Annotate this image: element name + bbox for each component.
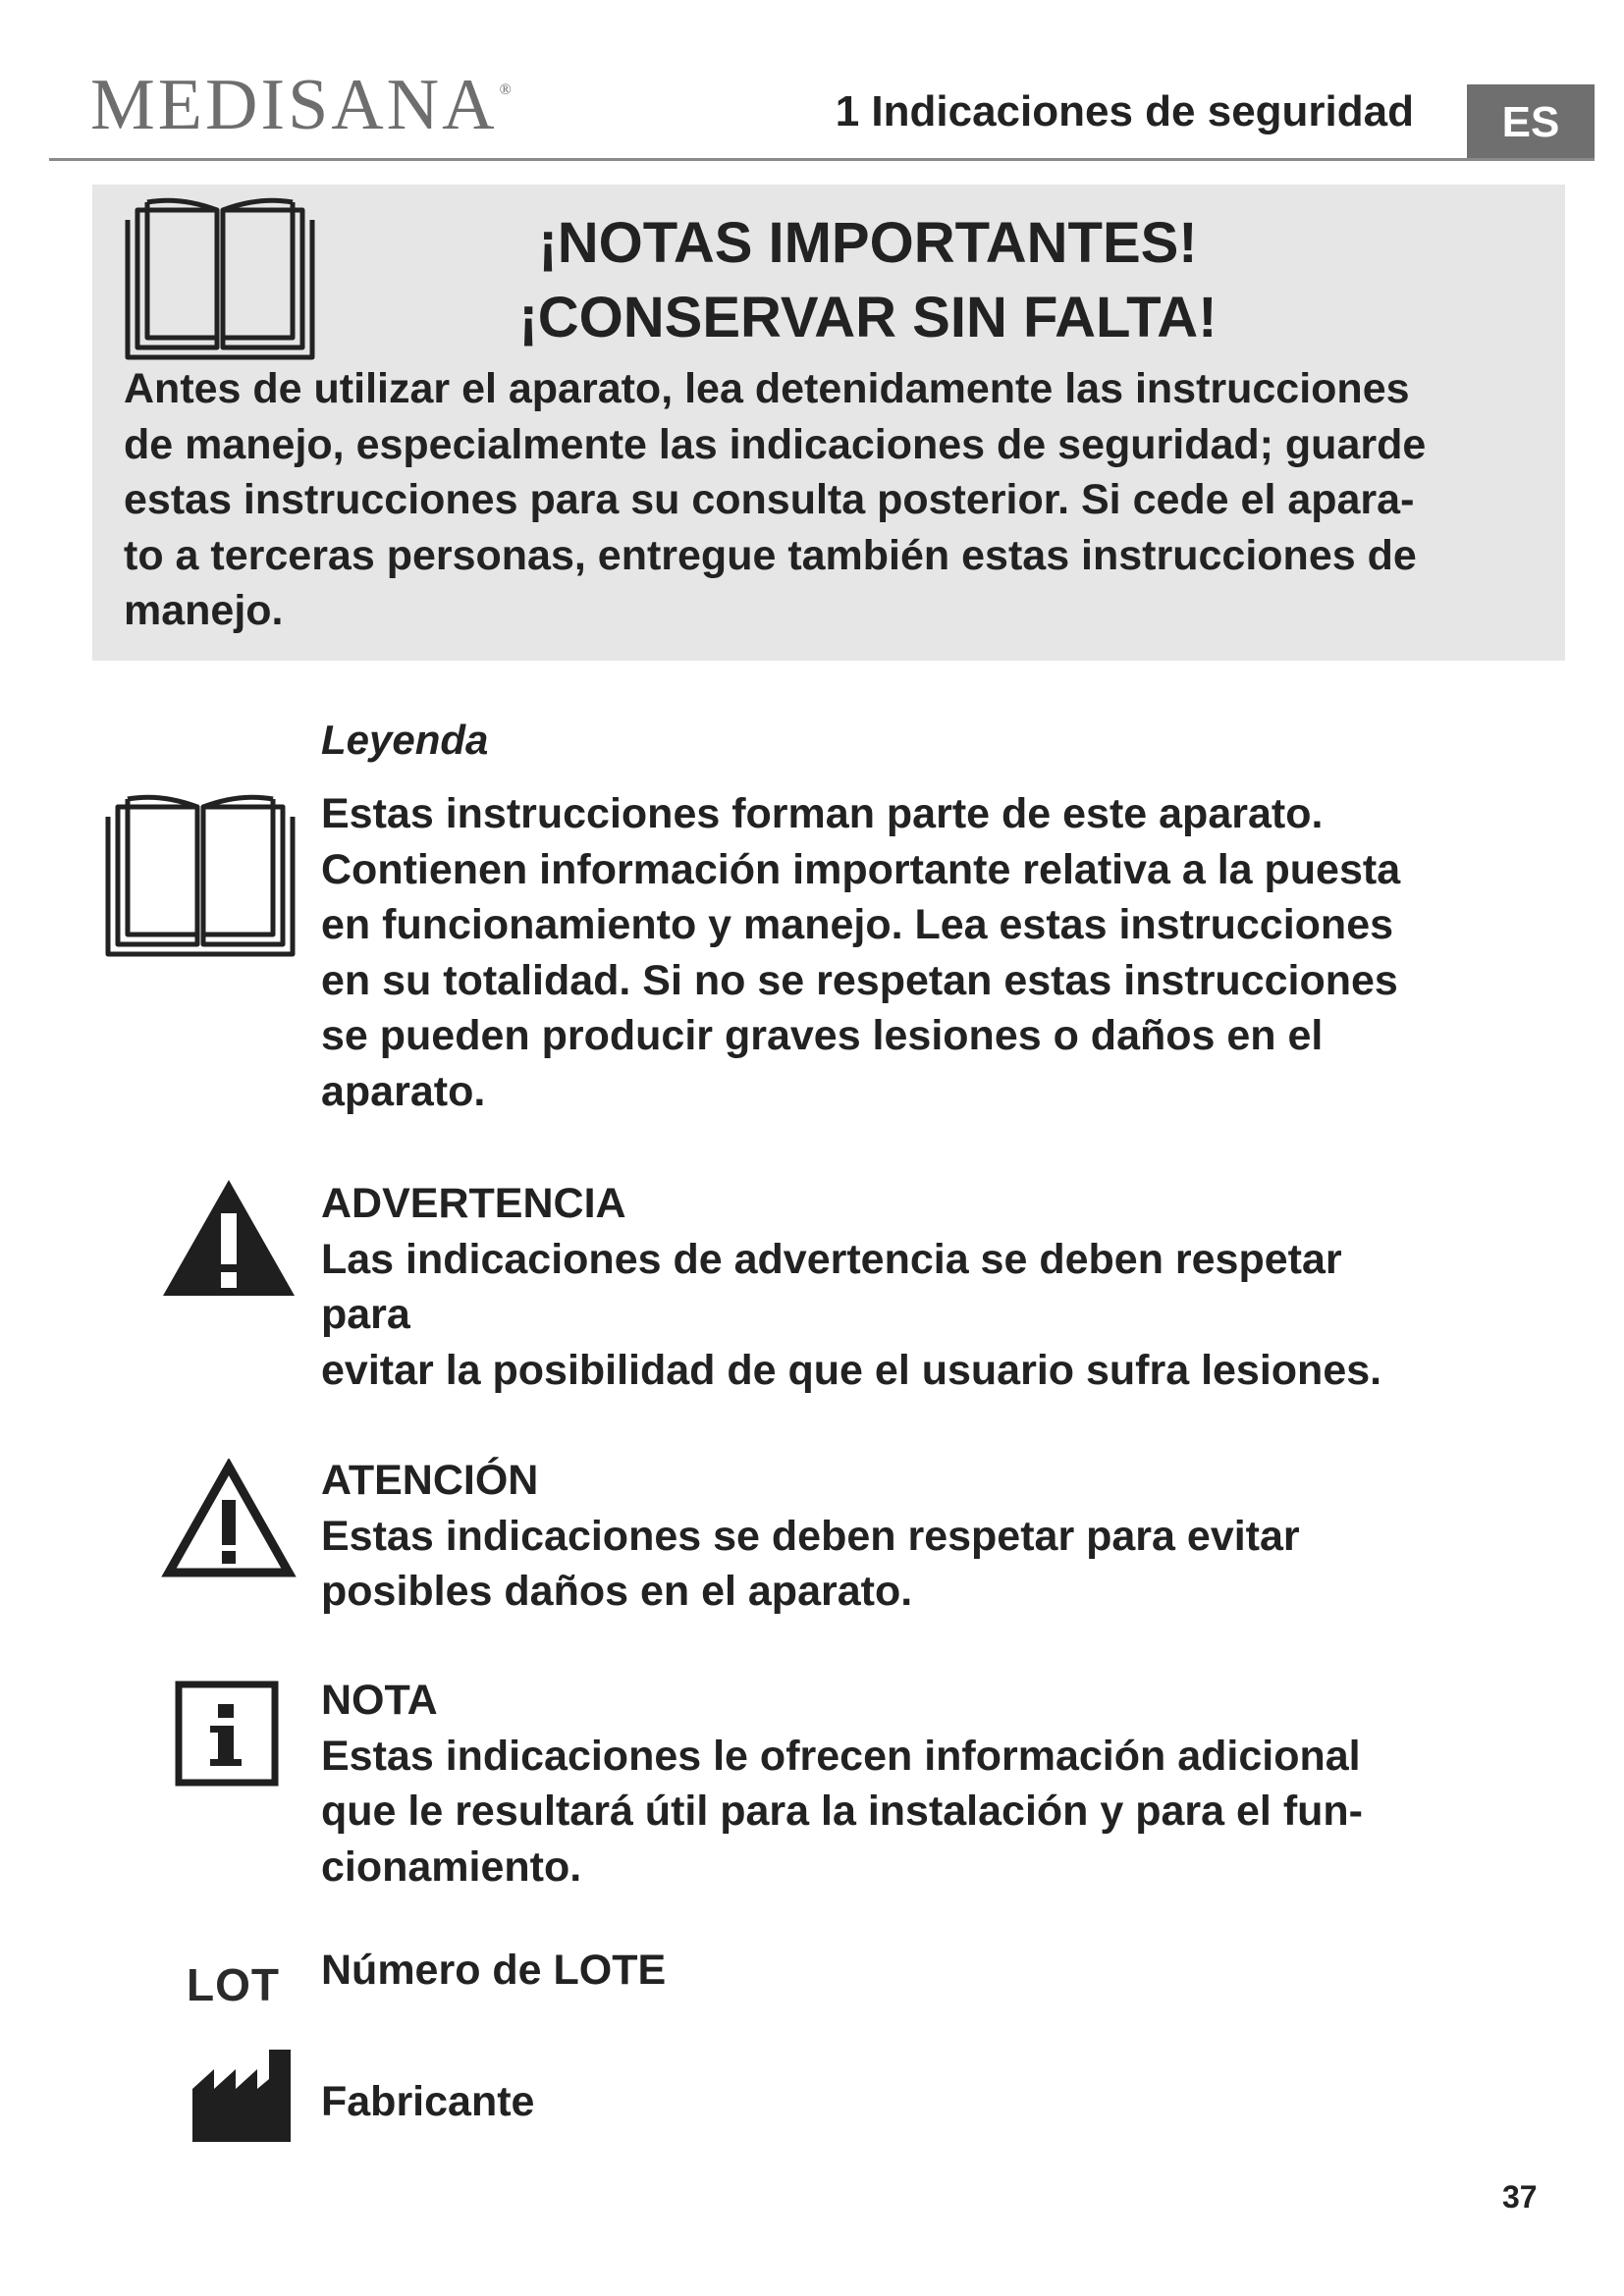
notice-body-line: to a terceras personas, entregue también estas instrucciones de (124, 531, 1417, 579)
legend-entry-line: ATENCIÓN (321, 1457, 539, 1504)
header-rule (49, 158, 1595, 161)
legend-entry-line: Las indicaciones de advertencia se deben respetar (321, 1235, 1342, 1283)
legend-entry-book (321, 786, 1400, 1119)
section-title: 1 Indicaciones de seguridad (835, 87, 1414, 135)
legend-entry-line: para (321, 1291, 410, 1338)
notice-body-line: Antes de utilizar el aparato, lea detenidamente las instrucciones (124, 365, 1410, 412)
caution-outline-icon (161, 1459, 297, 1580)
notice-body-line: estas instrucciones para su consulta posterior. Si cede el apara- (124, 476, 1415, 523)
legend-entry-line: Fabricante (321, 2078, 535, 2125)
language-tab: ES (1467, 84, 1595, 160)
info-icon (175, 1681, 279, 1787)
legend-entry-manufacturer (321, 2074, 534, 2130)
legend-entry-line: cionamiento. (321, 1842, 582, 1891)
lot-icon: LOT (187, 1959, 280, 2010)
legend-entry-line: evitar la posibilidad de que el usuario sufra lesiones. (321, 1346, 1382, 1394)
legend-entry-caution (321, 1453, 1300, 1620)
notice-body (124, 361, 1547, 639)
notice-body-line: de manejo, especialmente las indicaciones de seguridad; guarde (124, 420, 1427, 468)
notice-heading-line: ¡CONSERVAR SIN FALTA! (518, 286, 1218, 349)
page-number: 37 (1502, 2179, 1538, 2215)
legend-entry-line: en su totalidad. Si no se respetan estas instrucciones (321, 956, 1398, 1004)
legend-entry-line: que le resultará útil para la instalación y para el fun- (321, 1788, 1363, 1835)
legend-entry-lot (321, 1943, 666, 1999)
legend-entry-line: Estas instrucciones forman parte de este aparato. (321, 790, 1324, 837)
warning-filled-icon (161, 1178, 297, 1298)
book-icon (102, 793, 298, 960)
notice-heading-line: ¡NOTAS IMPORTANTES! (538, 211, 1198, 275)
legend-entry-line: posibles daños en el aparato. (321, 1568, 913, 1615)
legend-entry-line: aparato. (321, 1067, 486, 1115)
legend-entry-warning (321, 1176, 1381, 1398)
legend-entry-line: ADVERTENCIA (321, 1180, 626, 1227)
notice-heading (92, 206, 1565, 355)
legend-entry-line: Estas indicaciones se deben respetar para evitar (321, 1512, 1300, 1560)
brand-logo-text: MEDISANA (90, 65, 498, 145)
brand-logo: MEDISANA ® (90, 65, 514, 145)
legend-entry-note (321, 1673, 1363, 1895)
legend-entry-line: Contienen información importante relativa a la puesta (321, 845, 1401, 893)
important-notice-box (92, 185, 1565, 661)
legend-entry-line: Número de LOTE (321, 1947, 667, 1994)
legend-entry-line: se pueden producir graves lesiones o daños en el (321, 1012, 1324, 1059)
legend-entry-line: Estas indicaciones le ofrecen información adicional (321, 1732, 1361, 1780)
legend-entry-line: NOTA (321, 1677, 438, 1724)
legend-title: Leyenda (321, 717, 489, 763)
legend-entry-line: en funcionamiento y manejo. Lea estas instrucciones (321, 901, 1394, 948)
manufacturer-icon (190, 2048, 293, 2144)
notice-body-line: manejo. (124, 587, 284, 634)
